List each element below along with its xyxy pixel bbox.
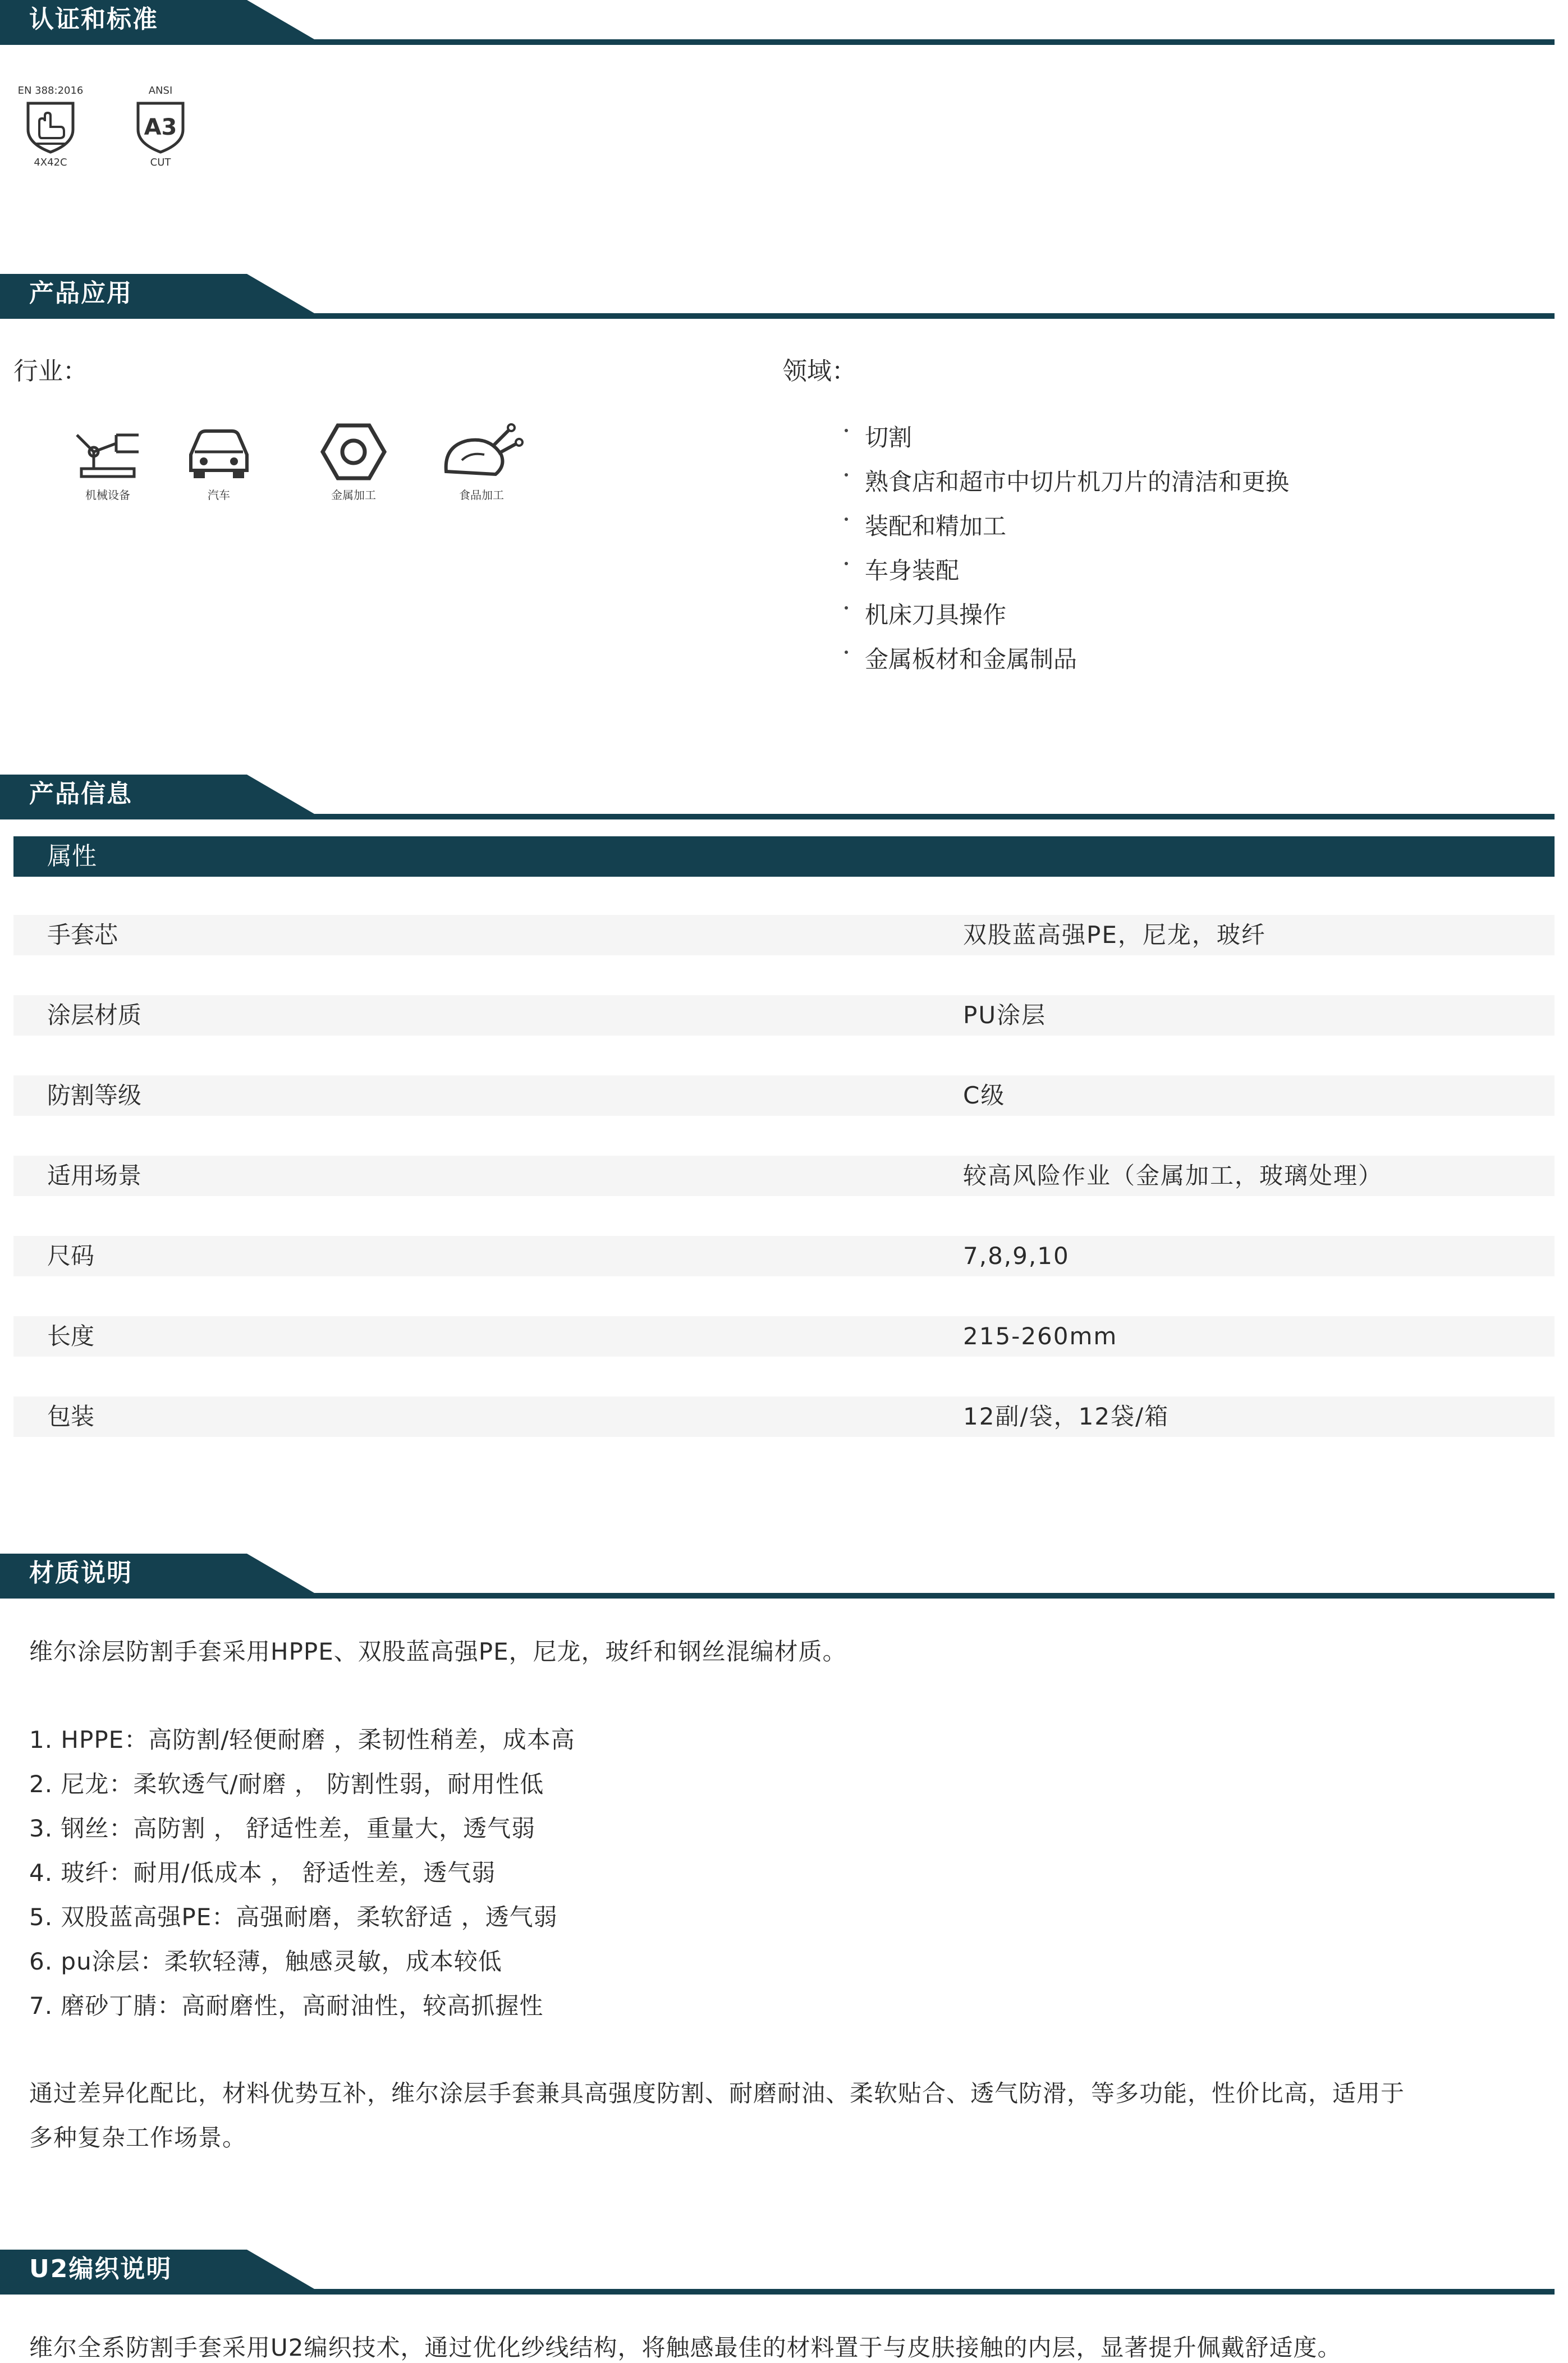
attribute-key: 涂层材质 — [47, 1001, 142, 1029]
industry-machinery — [57, 421, 158, 502]
material-item: 1. HPPE：高防割/轻便耐磨 ，柔韧性稍差，成本高 — [29, 1726, 575, 1753]
industry-automotive — [168, 421, 269, 502]
field-list — [845, 421, 1462, 687]
field-label: 领域： — [782, 357, 856, 386]
industry-caption: 汽车 — [208, 488, 230, 502]
material-item: 3. 钢丝：高防割 ， 舒适性差，重量大，透气弱 — [29, 1815, 536, 1842]
section-title: 产品应用 — [29, 279, 132, 308]
attribute-value: 双股蓝高强PE，尼龙，玻纤 — [963, 921, 1266, 949]
industry-caption: 金属加工 — [331, 488, 376, 502]
attribute-table-header — [13, 836, 1555, 877]
section-title: 材质说明 — [29, 1559, 132, 1587]
ansi-mark: A3 — [144, 115, 177, 140]
badge-top-label: ANSI — [148, 85, 173, 97]
robot-arm-icon — [71, 421, 144, 483]
badge-bottom-label: 4X42C — [34, 157, 67, 168]
section-title: 产品信息 — [29, 780, 132, 808]
material-item: 2. 尼龙：柔软透气/耐磨 ， 防割性弱，耐用性低 — [29, 1770, 544, 1798]
material-item: 4. 玻纤：耐用/低成本 ， 舒适性差，透气弱 — [29, 1859, 496, 1886]
section-header-cert — [0, 0, 1568, 45]
car-icon — [182, 421, 255, 483]
table-row — [13, 1236, 1555, 1276]
material-summary-cont: 多种复杂工作场景。 — [29, 2124, 247, 2151]
table-row — [13, 1316, 1555, 1357]
attribute-key: 长度 — [47, 1322, 95, 1350]
industry-caption: 机械设备 — [85, 488, 130, 502]
attribute-value: C级 — [963, 1082, 1006, 1109]
attribute-key: 包装 — [47, 1403, 95, 1430]
list-item: 装配和精加工 — [845, 510, 1462, 554]
attribute-value: 215-260mm — [963, 1322, 1118, 1350]
list-item: 金属板材和金属制品 — [845, 643, 1462, 687]
ansi-a3-shield-icon — [132, 99, 189, 155]
attribute-value: PU涂层 — [963, 1001, 1047, 1029]
roast-chicken-icon — [439, 421, 524, 483]
section-title: 认证和标准 — [29, 5, 158, 34]
attribute-key: 尺码 — [47, 1242, 95, 1270]
material-item: 5. 双股蓝高强PE：高强耐磨，柔软舒适 ，透气弱 — [29, 1903, 558, 1931]
material-intro: 维尔涂层防割手套采用HPPE、双股蓝高强PE，尼龙，玻纤和钢丝混编材质。 — [29, 1638, 847, 1665]
attribute-value: 12副/袋，12袋/箱 — [963, 1403, 1170, 1430]
attribute-value: 7,8,9,10 — [963, 1242, 1070, 1270]
en388-badge — [6, 84, 95, 174]
list-item: 车身装配 — [845, 554, 1462, 598]
list-item: 机床刀具操作 — [845, 598, 1462, 643]
hex-nut-icon — [317, 421, 390, 483]
section-header-u2 — [0, 2250, 1568, 2295]
material-summary: 通过差异化配比，材料优势互补，维尔涂层手套兼具高强度防割、耐磨耐油、柔软贴合、透气防滑，等多功能，性价比高，适用于 — [29, 2080, 1405, 2107]
industry-food-processing — [431, 421, 532, 502]
badge-bottom-label: CUT — [150, 157, 171, 168]
attribute-key: 手套芯 — [47, 921, 118, 949]
hand-shield-icon — [22, 99, 79, 155]
industry-caption: 食品加工 — [459, 488, 504, 502]
badge-top-label: EN 388:2016 — [17, 85, 84, 97]
attribute-value: 较高风险作业（金属加工，玻璃处理） — [963, 1162, 1383, 1189]
section-header-material — [0, 1554, 1568, 1599]
material-item: 6. pu涂层：柔软轻薄，触感灵敏，成本较低 — [29, 1948, 502, 1975]
section-title: U2编织说明 — [29, 2255, 172, 2283]
table-row — [13, 1075, 1555, 1116]
table-row — [13, 995, 1555, 1036]
material-item: 7. 磨砂丁腈：高耐磨性，高耐油性，较高抓握性 — [29, 1992, 544, 2019]
table-row — [13, 1396, 1555, 1437]
list-item: 切割 — [845, 421, 1462, 465]
industry-metalworking — [303, 421, 404, 502]
list-item: 熟食店和超市中切片机刀片的清洁和更换 — [845, 465, 1462, 510]
table-row — [13, 1156, 1555, 1196]
section-header-info — [0, 775, 1568, 819]
attribute-key: 防割等级 — [47, 1082, 142, 1109]
section-header-application — [0, 274, 1568, 319]
table-row — [13, 915, 1555, 955]
attribute-key: 适用场景 — [47, 1162, 142, 1189]
ansi-badge — [116, 84, 205, 174]
industry-label: 行业： — [13, 357, 88, 386]
u2-description: 维尔全系防割手套采用U2编织技术，通过优化纱线结构，将触感最佳的材料置于与皮肤接触的内层，显著提升佩戴舒适度。 — [29, 2334, 1342, 2361]
attribute-header-label: 属性 — [47, 842, 97, 871]
